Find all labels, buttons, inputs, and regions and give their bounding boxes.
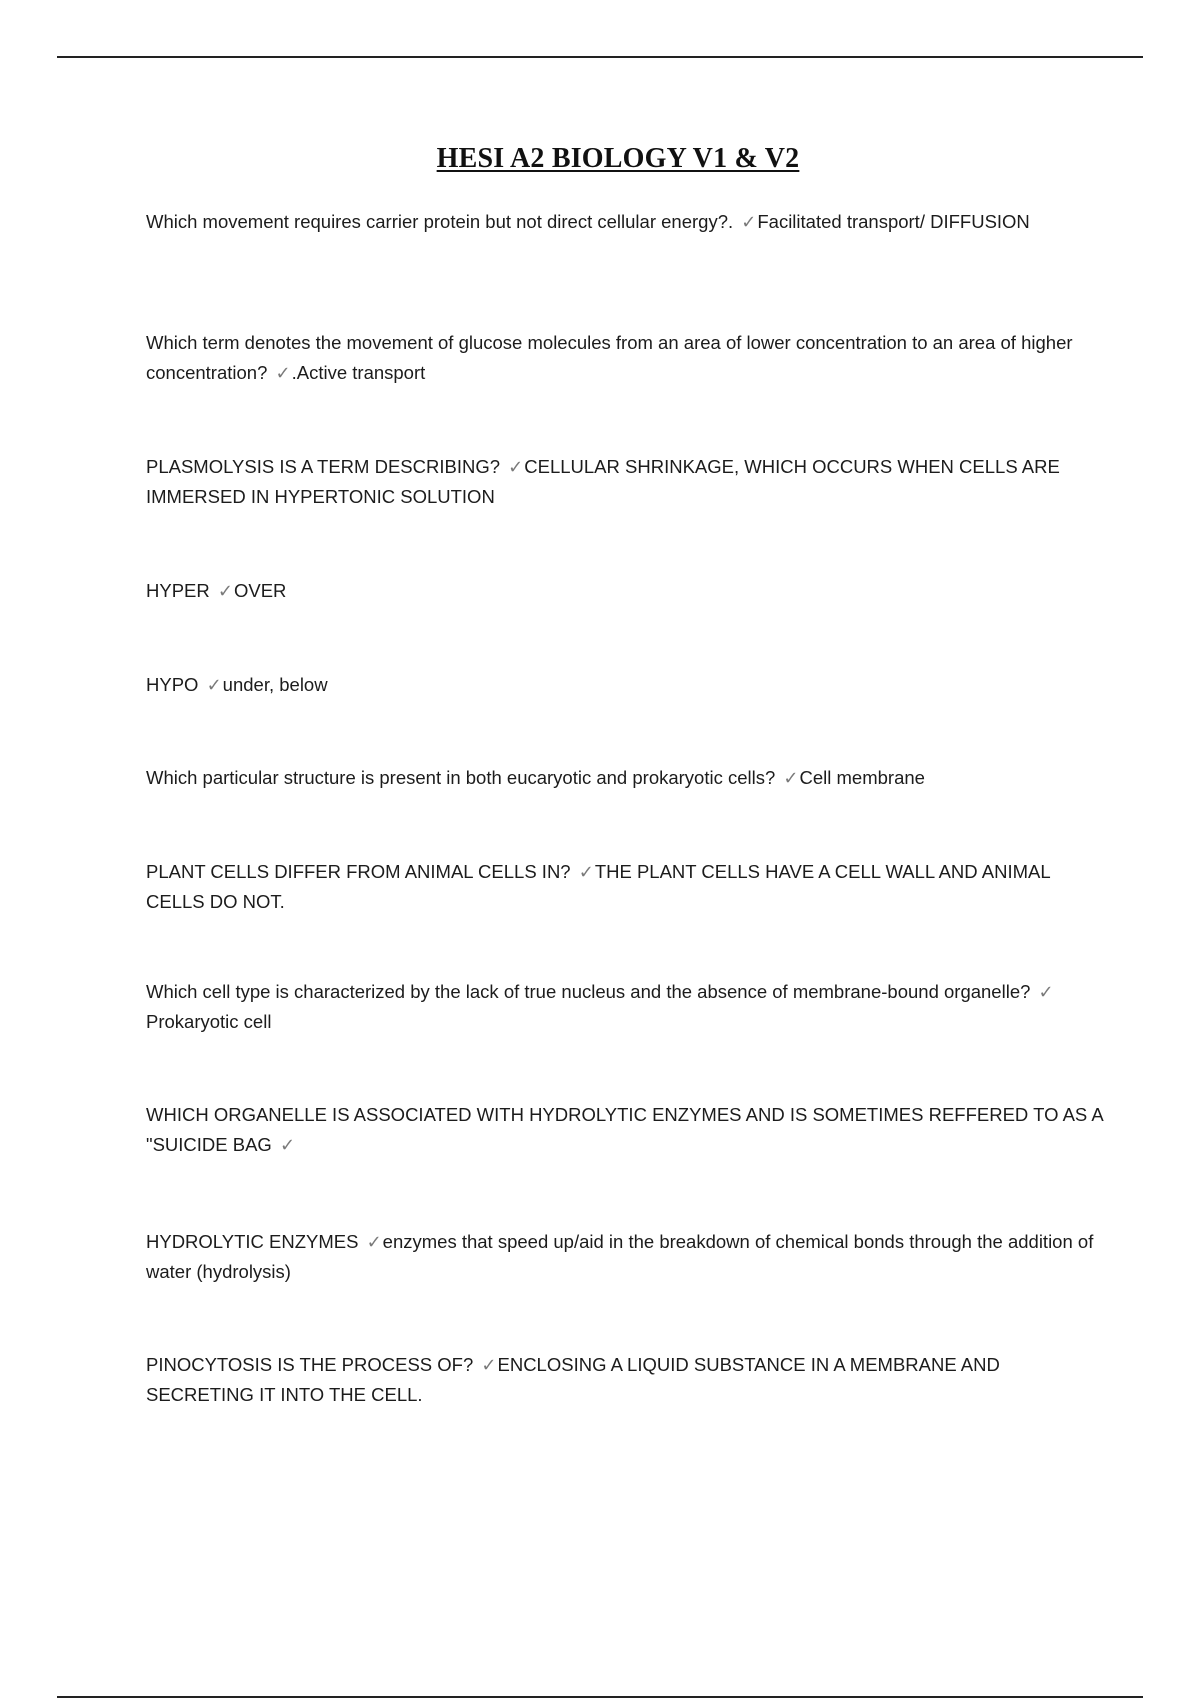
answer-text: Facilitated transport/ DIFFUSION bbox=[757, 211, 1030, 232]
qa-item-2 bbox=[146, 328, 1106, 388]
header-rule bbox=[57, 56, 1143, 58]
qa-item-6 bbox=[146, 763, 1106, 793]
answer-text: OVER bbox=[233, 580, 287, 601]
question-text: PLASMOLYSIS IS A TERM DESCRIBING? bbox=[146, 456, 501, 477]
check-mark-icon: ✓ bbox=[206, 675, 222, 695]
question-text: Which term denotes the movement of glucose molecules from an area of lower concentration to an area of higher concentration? bbox=[146, 332, 1073, 383]
qa-item-3 bbox=[146, 452, 1106, 512]
answer-text: enzymes that speed up/aid in the breakdown of chemical bonds through the addition of water (hydrolysis) bbox=[146, 1231, 1094, 1282]
check-mark-icon: ✓ bbox=[481, 1355, 497, 1375]
question-text: PLANT CELLS DIFFER FROM ANIMAL CELLS IN? bbox=[146, 861, 571, 882]
check-mark-icon: ✓ bbox=[275, 363, 291, 383]
question-text: WHICH ORGANELLE IS ASSOCIATED WITH HYDROLYTIC ENZYMES AND IS SOMETIMES REFFERED TO AS A "SUICIDE BAG bbox=[146, 1104, 1103, 1155]
document-title: HESI A2 BIOLOGY V1 & V2 bbox=[436, 143, 800, 174]
qa-item-5 bbox=[146, 670, 1106, 700]
footer-rule bbox=[57, 1696, 1143, 1698]
question-text: Which particular structure is present in both eucaryotic and prokaryotic cells? bbox=[146, 767, 776, 788]
answer-text: Cell membrane bbox=[799, 767, 925, 788]
check-mark-icon: ✓ bbox=[217, 581, 233, 601]
answer-text: .Active transport bbox=[291, 362, 426, 383]
check-mark-icon: ✓ bbox=[783, 768, 799, 788]
qa-item-1 bbox=[146, 207, 1106, 237]
qa-item-4 bbox=[146, 576, 1106, 606]
question-text: HYPO bbox=[146, 674, 199, 695]
qa-item-9 bbox=[146, 1100, 1106, 1160]
question-text: HYDROLYTIC ENZYMES bbox=[146, 1231, 359, 1252]
qa-item-10 bbox=[146, 1227, 1106, 1287]
check-mark-icon: ✓ bbox=[741, 212, 757, 232]
qa-item-8 bbox=[146, 977, 1106, 1037]
answer-text: Prokaryotic cell bbox=[146, 1011, 272, 1032]
check-mark-icon: ✓ bbox=[279, 1135, 296, 1155]
check-mark-icon: ✓ bbox=[578, 862, 594, 882]
answer-text: CELLULAR SHRINKAGE, WHICH OCCURS WHEN CELLS ARE IMMERSED IN HYPERTONIC SOLUTION bbox=[146, 456, 1060, 507]
question-text: Which movement requires carrier protein but not direct cellular energy?. bbox=[146, 211, 734, 232]
answer-text: THE PLANT CELLS HAVE A CELL WALL AND ANIMAL CELLS DO NOT. bbox=[146, 861, 1050, 912]
check-mark-icon: ✓ bbox=[508, 457, 524, 477]
answer-text: under, below bbox=[222, 674, 328, 695]
check-mark-icon: ✓ bbox=[366, 1232, 382, 1252]
qa-item-7 bbox=[146, 857, 1106, 917]
qa-item-11 bbox=[146, 1350, 1106, 1410]
check-mark-icon: ✓ bbox=[1038, 982, 1054, 1002]
question-text: HYPER bbox=[146, 580, 210, 601]
answer-text: ENCLOSING A LIQUID SUBSTANCE IN A MEMBRANE AND SECRETING IT INTO THE CELL. bbox=[146, 1354, 1000, 1405]
question-text: PINOCYTOSIS IS THE PROCESS OF? bbox=[146, 1354, 474, 1375]
question-text: Which cell type is characterized by the lack of true nucleus and the absence of membrane-bound organelle? bbox=[146, 981, 1031, 1002]
